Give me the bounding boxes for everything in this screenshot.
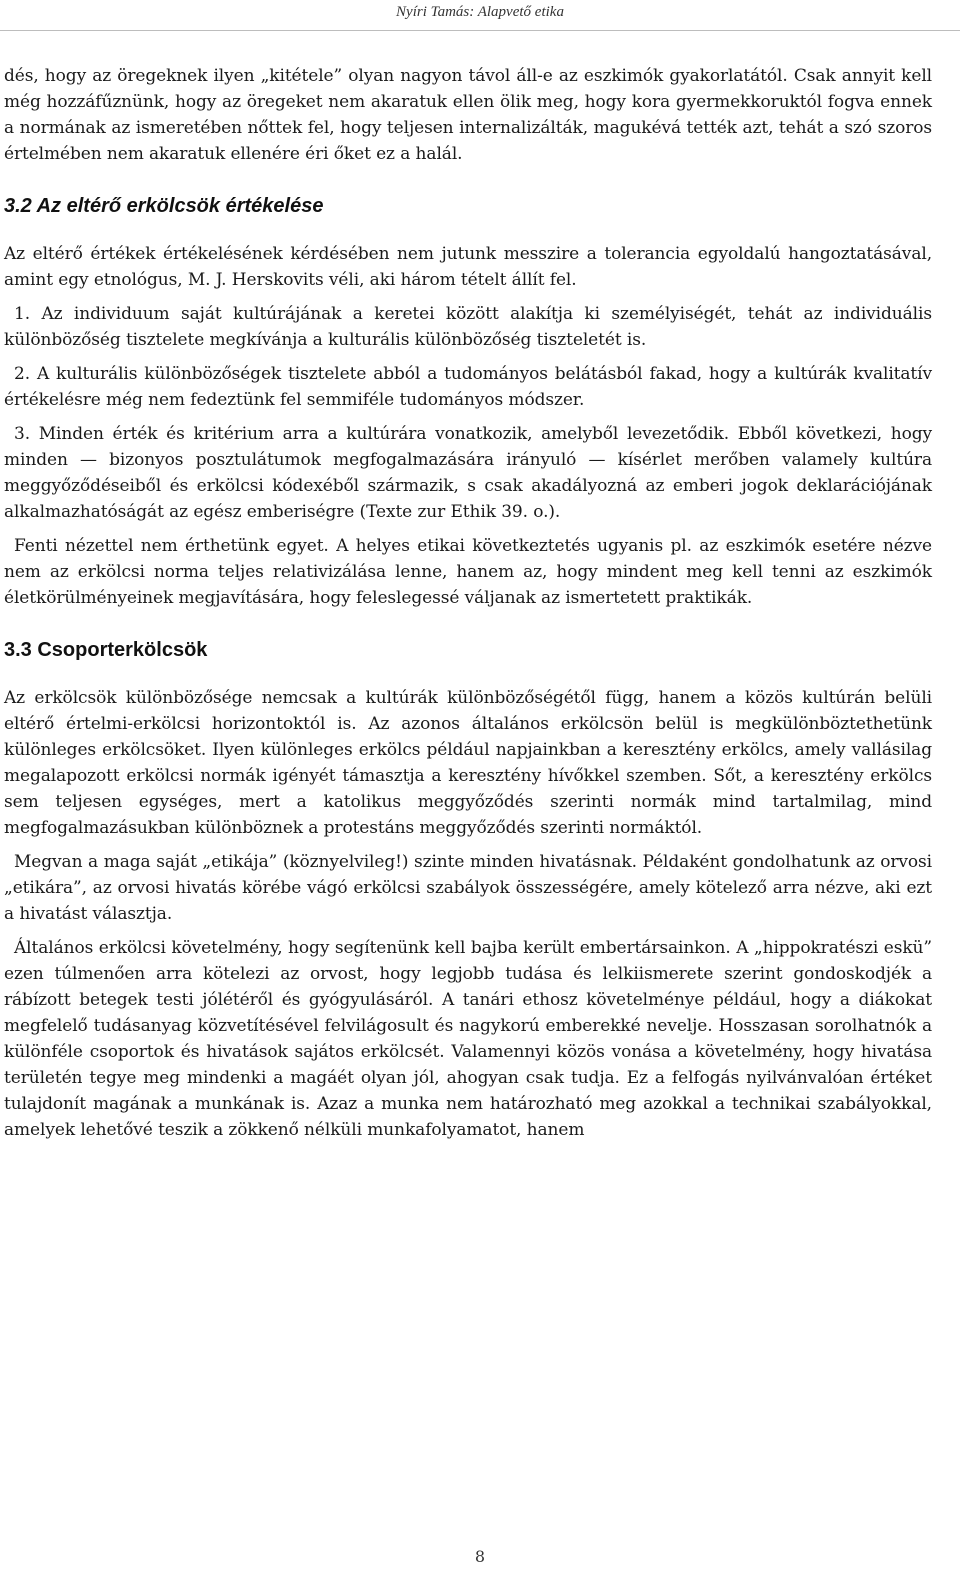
page-number: 8 xyxy=(474,1547,486,1566)
thesis-2: 2. A kulturális különbözőségek tisztelete abból a tudományos belátásból fakad, hogy a kultúrák kvalitatív értékelésre még nem fedeztünk fel semmiféle tudományos módszer. xyxy=(4,364,932,410)
running-header: Nyíri Tamás: Alapvető etika xyxy=(396,4,564,20)
paragraph-critique: Fenti nézettel nem érthetünk egyet. A helyes etikai következtetés ugyanis pl. az eszkimók esetére nézve nem az erkölcsi norma teljes relativizálása lenne, hanem az, hogy mindent meg kell tenni az eszkimók életkörülményeinek megjavítására, hogy feleslegessé váljanak az ismertetett praktikák. xyxy=(4,536,932,608)
paragraph-herskovits-intro: Az eltérő értékek értékelésének kérdésében nem jutunk messzire a tolerancia egyoldalú hangoztatásával, amint egy etnológus, M. J. Herskovits véli, aki három tételt állít fel. xyxy=(4,244,932,290)
thesis-1: 1. Az individuum saját kultúrájának a keretei között alakítja ki személyiségét, tehát az individuális különbözőség tisztelete megkívánja a kulturális különbözőség tiszteletét is. xyxy=(4,304,932,350)
section-heading-3-2: 3.2 Az eltérő erkölcsök értékelése xyxy=(4,195,324,217)
paragraph-profession-ethics: Megvan a maga saját „etikája” (köznyelvileg!) szinte minden hivatásnak. Példaként gondolhatunk az orvosi „etikára”, az orvosi hivatás körébe vágó erkölcsi szabályok összességére, amely kötelező arra nézve, aki ezt a hivatást választja. xyxy=(4,852,932,924)
thesis-3: 3. Minden érték és kritérium arra a kultúrára vonatkozik, amelyből levezetődik. Ebből következi, hogy minden — bizonyos posztulátumok megfogalmazására irányuló — kísérlet merőben valamely kultúra meggyőződéseiből és erkölcsi kódexéből származik, s csak akadályozná az emberi jogok deklarációjának alkalmazhatóságát az egész emberiségre (Texte zur Ethik 39. o.). xyxy=(4,424,932,522)
paragraph-continuation: dés, hogy az öregeknek ilyen „kitétele” olyan nagyon távol áll-e az eszkimók gyakorlatától. Csak annyit kell még hozzáfűznünk, hogy az öregeket nem akaratuk ellen ölik meg, hogy kora gyermekkoruktól fogva ennek a normának az ismeretében nőttek fel, hogy teljesen internalizálták, magukévá tették azt, tehát a szó szoros értelmében nem akaratuk ellenére éri őket ez a halál. xyxy=(4,66,932,164)
section-heading-3-3: 3.3 Csoporterkölcsök xyxy=(4,639,208,661)
paragraph-group-morals: Az erkölcsök különbözősége nemcsak a kultúrák különbözőségétől függ, hanem a közös kultúrán belüli eltérő értelmi-erkölcsi horizontoktól is. Az azonos általános erkölcsön belül is megkülönböztethetünk különleges erkölcsöket. Ilyen különleges erkölcs például napjainkban a keresztény erkölcs, amely vallásilag megalapozott erkölcsi normák igényét támasztja a keresztény hívőkkel szemben. Sőt, a keresztény erkölcs sem teljesen egységes, mert a katolikus meggyőződés szerinti normák mind tartalmilag, mind megfogalmazásukban különböznek a protestáns meggyőződés szerinti normáktól. xyxy=(4,688,932,838)
paragraph-general-requirement: Általános erkölcsi követelmény, hogy segítenünk kell bajba került embertársainkon. A „hippokratészi eskü” ezen túlmenően arra kötelezi az orvost, hogy legjobb tudása és lelkiismerete szerint gondoskodjék a rábízott betegek testi jólétéről és gyógyulásáról. A tanári ethosz követelménye például, hogy a diákokat megfelelő tudásanyag közvetítésével felvilágosult és nagykorú emberekké nevelje. Hosszasan sorolhatnók a különféle csoportok és hivatások sajátos erkölcsét. Valamennyi közös vonása a követelmény, hogy hivatása területén tegye meg mindenki a magáét olyan jól, ahogyan csak tudja. Ez a felfogás nyilvánvalóan értéket tulajdonít magának a munkának is. Azaz a munka nem határozható meg azokkal a technikai szabályokkal, amelyek lehetővé teszik a zökkenő nélküli munkafolyamatot, hanem xyxy=(4,938,932,1140)
page-body xyxy=(4,63,932,1143)
header-divider xyxy=(0,30,960,31)
